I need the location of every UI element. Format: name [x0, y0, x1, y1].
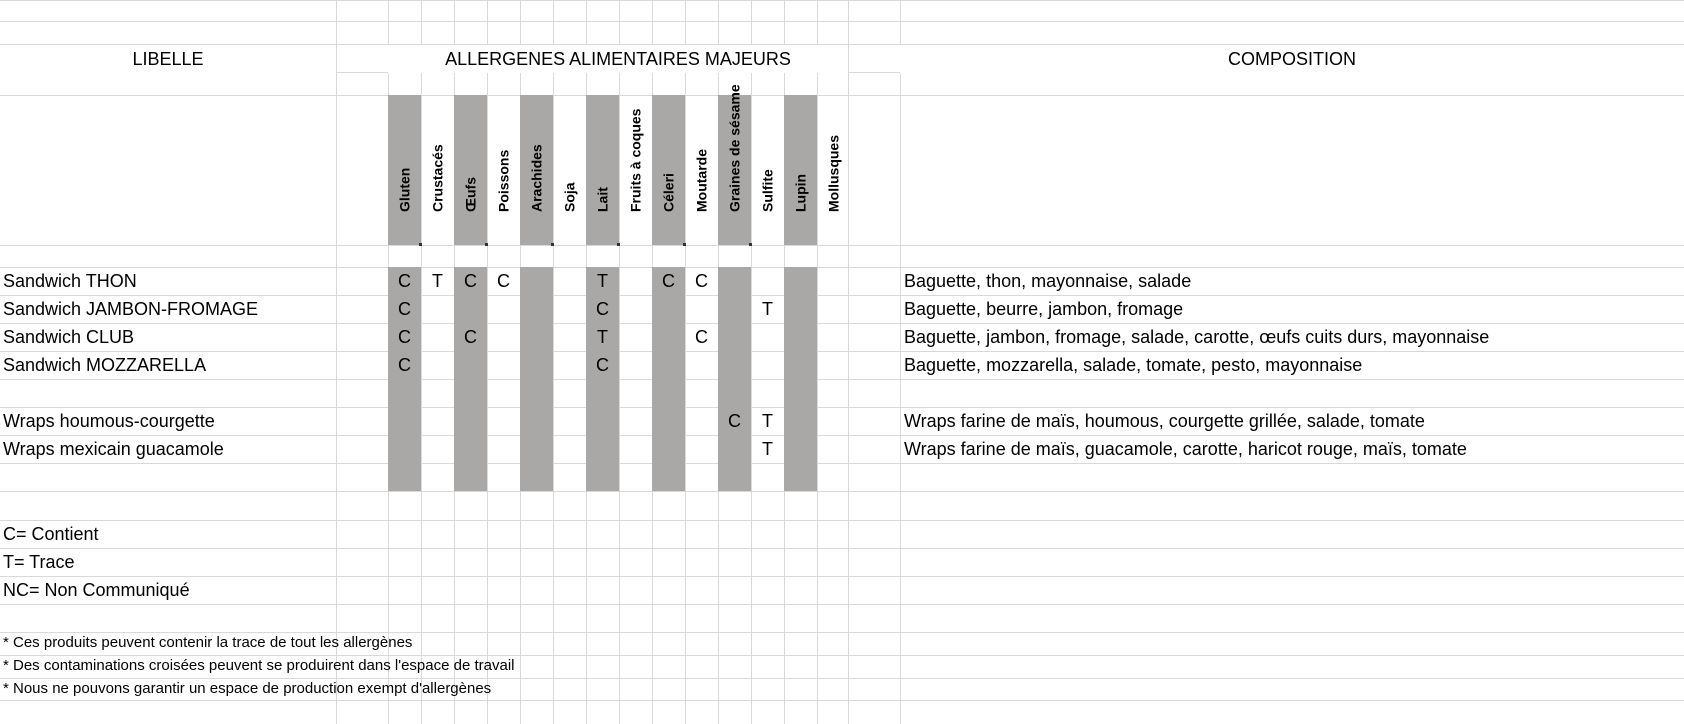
row-gridline: [0, 491, 1684, 492]
allergen-header-cell[interactable]: [454, 95, 487, 245]
allergen-header-cell[interactable]: [619, 95, 652, 245]
allergen-flag-cell[interactable]: C: [464, 271, 477, 291]
cell-marker: [749, 243, 752, 246]
allergen-header-cell[interactable]: [586, 95, 619, 245]
note-contaminations[interactable]: * Des contaminations croisées peuvent se produirent dans l'espace de travail: [3, 657, 515, 674]
legend-non-communique[interactable]: NC= Non Communiqué: [3, 580, 190, 600]
composition-cell[interactable]: Baguette, beurre, jambon, fromage: [904, 299, 1184, 319]
cell-marker: [419, 243, 422, 246]
allergen-header-cell[interactable]: [487, 95, 520, 245]
composition-cell[interactable]: Baguette, jambon, fromage, salade, carotte, œufs cuits durs, mayonnaise: [904, 327, 1490, 347]
allergen-header-cell[interactable]: [652, 95, 685, 245]
allergen-flag-cell[interactable]: C: [695, 327, 708, 347]
allergen-label: Fruits à coques: [627, 108, 643, 212]
allergen-label: Poissons: [495, 149, 511, 212]
note-traces[interactable]: * Ces produits peuvent contenir la trace de tout les allergènes: [3, 634, 413, 651]
allergen-label: Arachides: [528, 144, 544, 212]
allergen-header-cell[interactable]: [388, 95, 421, 245]
product-name-cell[interactable]: Wraps houmous-courgette: [3, 411, 215, 431]
cell-marker: [551, 243, 554, 246]
allergen-label: Crustacés: [429, 144, 445, 212]
row-gridline: [0, 604, 1684, 605]
allergen-column-shading: [718, 267, 751, 491]
row-gridline: [0, 0, 1684, 1]
allergen-flag-cell[interactable]: C: [497, 271, 510, 291]
allergens-header[interactable]: ALLERGENES ALIMENTAIRES MAJEURS: [388, 45, 848, 73]
libelle-header[interactable]: LIBELLE: [0, 45, 336, 73]
allergen-label: Lupin: [792, 173, 808, 212]
legend-contient[interactable]: C= Contient: [3, 524, 99, 544]
allergen-label: Graines de sésame: [726, 84, 742, 212]
column-gridline: [900, 0, 901, 724]
allergen-header-cell[interactable]: [553, 95, 586, 245]
column-gridline: [336, 0, 337, 724]
allergen-header-cell[interactable]: [520, 95, 553, 245]
allergen-column-shading: [520, 267, 553, 491]
allergen-header-cell[interactable]: [784, 95, 817, 245]
allergen-flag-cell[interactable]: C: [596, 299, 609, 319]
allergen-label: Œufs: [462, 177, 478, 212]
allergen-header-cell[interactable]: [751, 95, 784, 245]
allergen-label: Lait: [594, 187, 610, 212]
allergen-flag-cell[interactable]: C: [398, 355, 411, 375]
allergen-header-cell[interactable]: [718, 84, 751, 245]
product-name-cell[interactable]: Sandwich JAMBON-FROMAGE: [3, 299, 259, 319]
allergen-header-cell[interactable]: [421, 95, 454, 245]
allergen-flag-cell[interactable]: C: [464, 327, 477, 347]
cell-marker: [683, 243, 686, 246]
allergen-column-shading: [652, 267, 685, 491]
product-name-cell[interactable]: Sandwich CLUB: [3, 327, 135, 347]
composition-cell[interactable]: Baguette, thon, mayonnaise, salade: [904, 271, 1192, 291]
allergen-column-shading: [454, 267, 487, 491]
row-gridline: [0, 21, 1684, 22]
product-name-cell[interactable]: Sandwich MOZZARELLA: [3, 355, 207, 375]
row-gridline: [0, 351, 1684, 352]
allergen-flag-cell[interactable]: C: [398, 327, 411, 347]
allergen-label: Mollusques: [825, 134, 841, 212]
row-gridline: [0, 407, 1684, 408]
row-gridline: [0, 576, 1684, 577]
allergen-header-cell[interactable]: [685, 95, 718, 245]
allergen-flag-cell[interactable]: C: [398, 271, 411, 291]
row-gridline: [0, 245, 1684, 246]
legend-trace[interactable]: T= Trace: [3, 552, 75, 572]
row-gridline: [0, 520, 1684, 521]
allergen-label: Moutarde: [693, 149, 709, 212]
allergen-label: Sulfite: [759, 169, 775, 212]
allergen-flag-cell[interactable]: C: [398, 299, 411, 319]
allergen-column-shading: [784, 267, 817, 491]
allergen-label: Soja: [561, 182, 577, 212]
allergen-flag-cell[interactable]: T: [597, 327, 608, 347]
cell-marker: [485, 243, 488, 246]
cell-marker: [617, 243, 620, 246]
allergen-header-cell[interactable]: [817, 95, 850, 245]
note-no-guarantee[interactable]: * Nous ne pouvons garantir un espace de production exempt d'allergènes: [3, 680, 492, 697]
allergen-flag-cell[interactable]: T: [597, 271, 608, 291]
product-name-cell[interactable]: Wraps mexicain guacamole: [3, 439, 224, 459]
allergen-flag-cell[interactable]: C: [662, 271, 675, 291]
allergen-flag-cell[interactable]: T: [762, 439, 773, 459]
composition-cell[interactable]: Wraps farine de maïs, houmous, courgette grillée, salade, tomate: [904, 411, 1425, 431]
composition-header[interactable]: COMPOSITION: [900, 45, 1684, 73]
allergen-flag-cell[interactable]: T: [762, 411, 773, 431]
allergen-label: Céleri: [660, 173, 676, 212]
row-gridline: [0, 700, 1684, 701]
row-gridline: [0, 548, 1684, 549]
allergen-flag-cell[interactable]: T: [762, 299, 773, 319]
composition-cell[interactable]: Wraps farine de maïs, guacamole, carotte, haricot rouge, maïs, tomate: [904, 439, 1467, 459]
product-name-cell[interactable]: Sandwich THON: [3, 271, 137, 291]
allergen-label: Gluten: [396, 167, 412, 212]
allergen-flag-cell[interactable]: T: [432, 271, 443, 291]
row-gridline: [0, 463, 1684, 464]
allergen-flag-cell[interactable]: C: [596, 355, 609, 375]
row-gridline: [0, 267, 1684, 268]
composition-cell[interactable]: Baguette, mozzarella, salade, tomate, pesto, mayonnaise: [904, 355, 1363, 375]
row-gridline: [0, 379, 1684, 380]
allergen-flag-cell[interactable]: C: [695, 271, 708, 291]
allergen-flag-cell[interactable]: C: [728, 411, 741, 431]
